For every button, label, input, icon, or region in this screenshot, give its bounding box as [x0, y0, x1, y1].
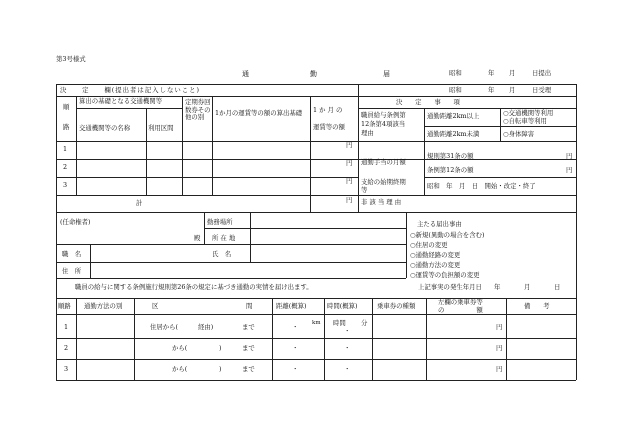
- rule-reason-c: 理由: [361, 129, 374, 137]
- col-pass-type: 乗車券の種類: [377, 302, 416, 310]
- route-row-2: 2: [63, 163, 68, 171]
- yen-unit: 円: [566, 166, 573, 174]
- submit-day-label: 日提出: [532, 69, 552, 77]
- rule-reason-b: 12条第4項該当: [361, 120, 406, 128]
- submit-month: 月: [509, 69, 516, 77]
- route-number: 3: [64, 365, 69, 373]
- fact-month: 月: [524, 283, 531, 291]
- distance-over-2km: 通勤距離2km以上: [427, 112, 480, 120]
- honorific: 殿: [194, 234, 201, 242]
- address-label: 住 所: [62, 267, 82, 275]
- reasons-header: 主たる届出事由: [417, 220, 462, 228]
- reason-new[interactable]: ○新規(異動の場合を含む): [410, 231, 485, 239]
- form-title-char-1: 通: [242, 70, 249, 78]
- route-number: 1: [64, 323, 69, 331]
- job-title-label: 職 名: [62, 250, 82, 258]
- col-amount-b: の 額: [438, 306, 483, 314]
- yen-unit: 円: [496, 323, 503, 331]
- submit-era: 昭和: [449, 69, 462, 77]
- time-dot: ・: [344, 327, 351, 335]
- rule31-amount-label: 規則第31条の額: [427, 152, 474, 160]
- monthly-basis-header: 1か月の運賃等の額の算出基礎: [215, 109, 303, 117]
- yen-unit: 円: [496, 365, 503, 373]
- reason-fare-change[interactable]: ○運賃等の負担額の変更: [410, 271, 480, 279]
- appointer-label: (任命権者): [60, 218, 91, 226]
- km-unit: km: [312, 320, 321, 326]
- fact-day: 日: [554, 283, 561, 291]
- route-number: 2: [64, 344, 69, 352]
- col-seq: 順路: [58, 302, 71, 310]
- receipt-month: 月: [509, 86, 516, 94]
- receipt-day-label: 日受理: [532, 86, 552, 94]
- minute-unit: 分: [361, 319, 368, 327]
- col-amount-a: 左欄の乗車券等: [438, 298, 483, 306]
- pass-type-header: 定期券回数券その他の別: [185, 98, 211, 122]
- yen-unit: 円: [346, 177, 353, 185]
- section-header: 利用区間: [148, 124, 174, 132]
- receipt-era: 昭和: [449, 86, 462, 94]
- yen-unit: 円: [496, 344, 503, 352]
- route-until: まで: [242, 323, 255, 331]
- fact-year: 年: [494, 283, 501, 291]
- reason-residence-change[interactable]: ○住居の変更: [410, 241, 448, 249]
- route-from: から(: [172, 365, 188, 373]
- monthly-amount-header-a: 1 か 月 の: [313, 106, 343, 114]
- col-notes: 備 考: [524, 302, 550, 310]
- basis-header: 算出の基礎となる交通機関等: [79, 97, 163, 105]
- yen-unit: 円: [346, 196, 353, 204]
- reason-route-change[interactable]: ○通勤経路の変更: [410, 251, 461, 259]
- route-until: まで: [242, 344, 255, 352]
- allowance-monthly-label: 通勤手当の月額: [361, 158, 406, 166]
- route-row-1: 1: [63, 145, 68, 153]
- option-physical-disability[interactable]: ○身体障害: [503, 130, 535, 138]
- receipt-year: 年: [488, 86, 495, 94]
- total-label: 計: [136, 199, 143, 207]
- rule12-amount-label: 条例第12条の額: [427, 166, 474, 174]
- col-distance: 距離(概算): [276, 302, 307, 310]
- decision-items-header: 決 定 事 項: [396, 98, 460, 106]
- distance-dot: ・: [292, 365, 299, 373]
- form-title-char-2: 勤: [310, 70, 317, 78]
- col-commute-method: 通勤方法の別: [84, 302, 123, 310]
- route-via: ): [219, 365, 222, 373]
- col-section-b: 間: [246, 302, 253, 310]
- rule-reason-a: 職員給与条例第: [361, 111, 406, 119]
- col-section-a: 区: [152, 302, 159, 310]
- org-name-header: 交通機関等の名称: [79, 124, 131, 132]
- form-number: 第3号様式: [56, 55, 86, 63]
- time-dot: ・: [344, 344, 351, 352]
- col-time: 時間(概算): [327, 302, 358, 310]
- time-dot: ・: [344, 365, 351, 373]
- workplace-label: 勤務場所: [207, 218, 233, 226]
- location-label: 所 在 地: [212, 234, 236, 242]
- name-label: 氏 名: [212, 250, 232, 258]
- route-via: ): [219, 344, 222, 352]
- form-title-char-3: 届: [383, 70, 390, 78]
- not-applicable-reason: 非 該 当 理 由: [361, 198, 402, 206]
- seq-label-a: 順: [63, 103, 70, 111]
- distance-dot: ・: [292, 323, 299, 331]
- decision-column-label: 決 定 欄(提出者は記入しないこと): [60, 86, 201, 94]
- route-until: まで: [242, 365, 255, 373]
- option-bicycle-car[interactable]: ○自転車等利用: [503, 117, 547, 125]
- route-from: から(: [172, 344, 188, 352]
- yen-unit: 円: [346, 159, 353, 167]
- reason-method-change[interactable]: ○通勤方法の変更: [410, 261, 461, 269]
- submit-year: 年: [488, 69, 495, 77]
- payment-start-label-b: 等: [361, 186, 368, 194]
- declaration-text: 職員の給与に関する条例施行規則第26条の規定に基づき通勤の実情を届け出ます。: [75, 283, 313, 291]
- distance-dot: ・: [292, 344, 299, 352]
- distance-under-2km: 通勤距離2km未満: [427, 130, 480, 138]
- payment-start-label-a: 支給の始期終期: [361, 178, 406, 186]
- monthly-amount-header-b: 運賃等の額: [313, 123, 345, 131]
- hour-unit: 時間: [333, 319, 346, 327]
- yen-unit: 円: [566, 152, 573, 160]
- seq-label-b: 路: [63, 123, 70, 131]
- payment-start-date: 昭和 年 月 日 開始・改定・終了: [427, 182, 536, 190]
- option-public-transit[interactable]: ○交通機関等利用: [503, 109, 554, 117]
- route-via: 経由): [198, 323, 214, 331]
- route-row-3: 3: [63, 181, 68, 189]
- route-from: 住居から(: [150, 323, 179, 331]
- yen-unit: 円: [346, 141, 353, 149]
- fact-date-label: 上記事実の発生年月日: [418, 283, 482, 291]
